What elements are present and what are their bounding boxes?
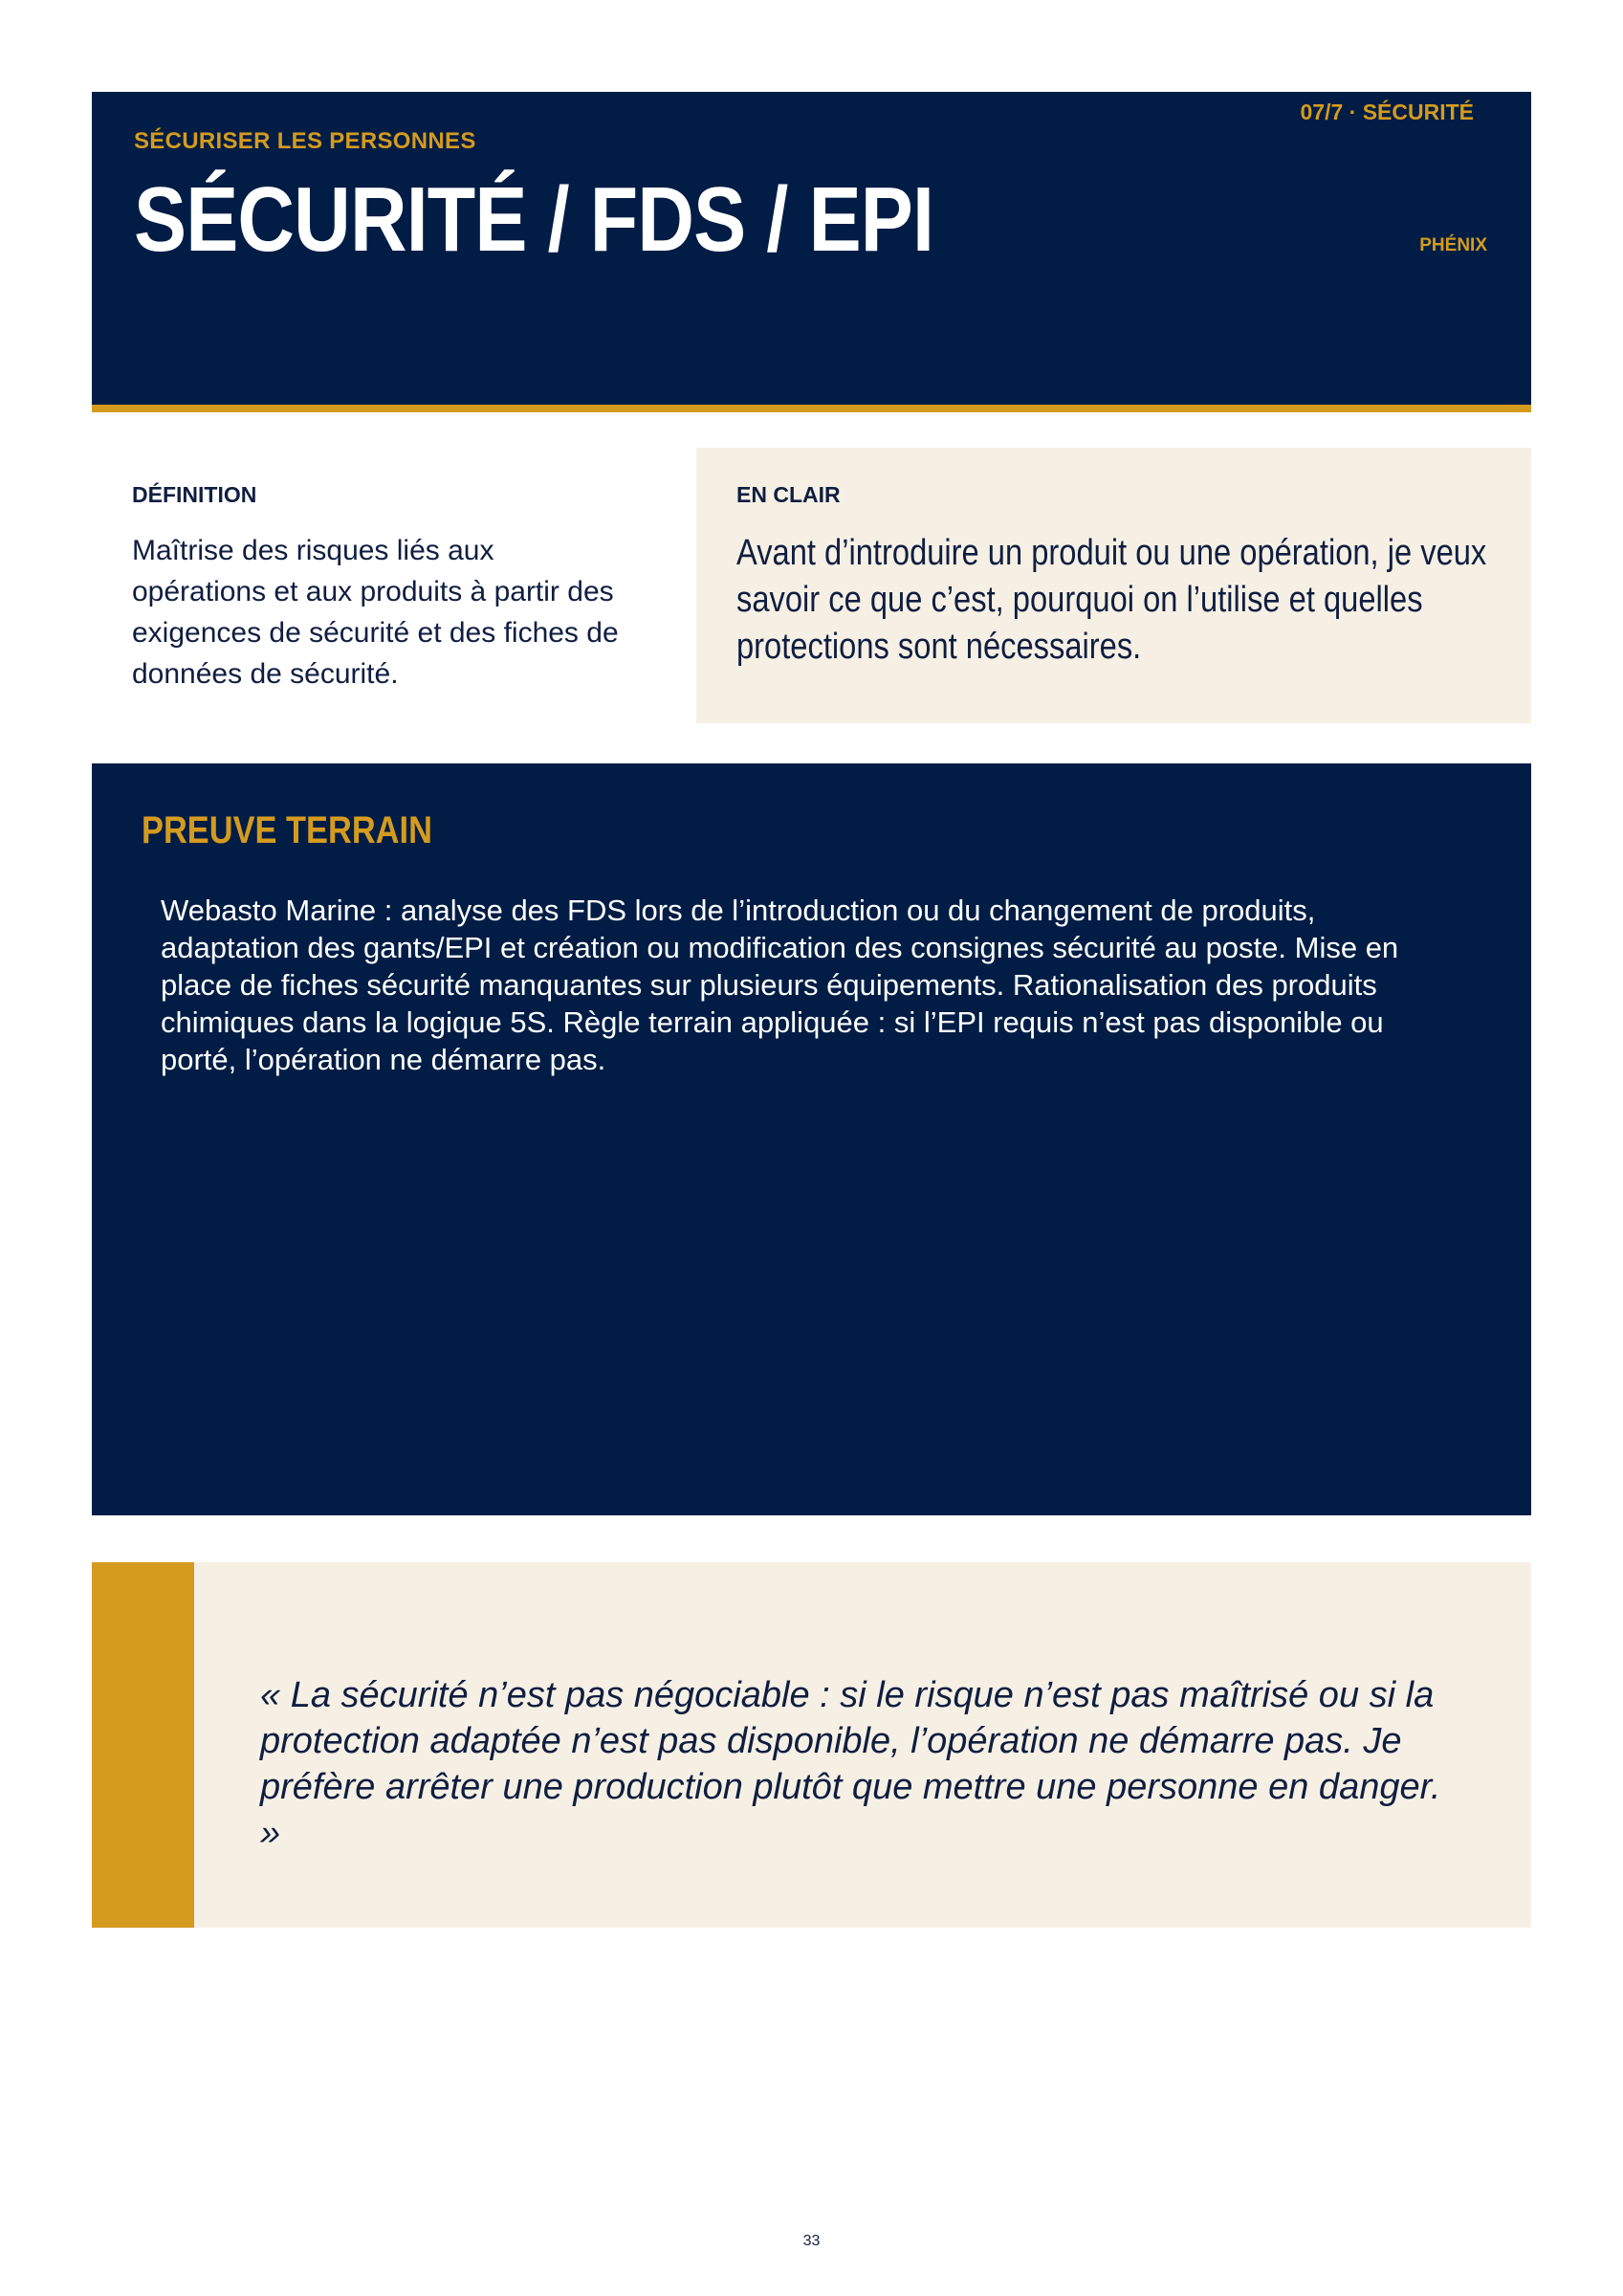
section-kicker: SÉCURISER LES PERSONNES: [134, 128, 476, 154]
page-title: SÉCURITÉ / FDS / EPI: [134, 168, 934, 271]
proof-text: Webasto Marine : analyse des FDS lors de l’introduction ou du changement de produits, adaptation des gants/EPI et création ou modification des consignes sécurité au poste. Mise en place de fiches sécurité manquantes sur plusieurs équipements. Rationalisation des produits chimiques dans la logique 5S. Règle terrain appliquée : si l’EPI requis n’est pas disponible ou porté, l’opération ne démarre pas.: [161, 894, 1399, 1076]
chapter-indicator: 07/7 · SÉCURITÉ: [1300, 99, 1474, 124]
brand-tag: PHÉNIX: [1419, 235, 1487, 255]
definition-label: DÉFINITION: [132, 482, 257, 507]
page-header: [92, 92, 1531, 405]
en-clair-label: EN CLAIR: [736, 482, 841, 507]
proof-label: PREUVE TERRAIN: [142, 809, 432, 851]
quote-text: « La sécurité n’est pas négociable : si le risque n’est pas maîtrisé ou si la protection adaptée n’est pas disponible, l’opération ne démarre pas. Je préfère arrêter une production plutôt que mettre une personne en danger. »: [260, 1675, 1441, 1853]
en-clair-block: [696, 448, 1531, 723]
quote-block: [92, 1562, 1531, 1928]
en-clair-text: Avant d’introduire un produit ou une opération, je veux savoir ce que c’est, pourquoi on l’utilise et quelles protections sont nécessaires.: [736, 533, 1487, 667]
definition-block: [92, 448, 685, 723]
definition-text: Maîtrise des risques liés aux opérations et aux produits à partir des exigences de sécurité et des fiches de données de sécurité.: [132, 535, 619, 690]
quote-accent-bar: [92, 1562, 194, 1928]
page-number: 33: [802, 2233, 821, 2249]
header-accent-bar: [92, 405, 1531, 412]
proof-block: [92, 763, 1531, 1515]
